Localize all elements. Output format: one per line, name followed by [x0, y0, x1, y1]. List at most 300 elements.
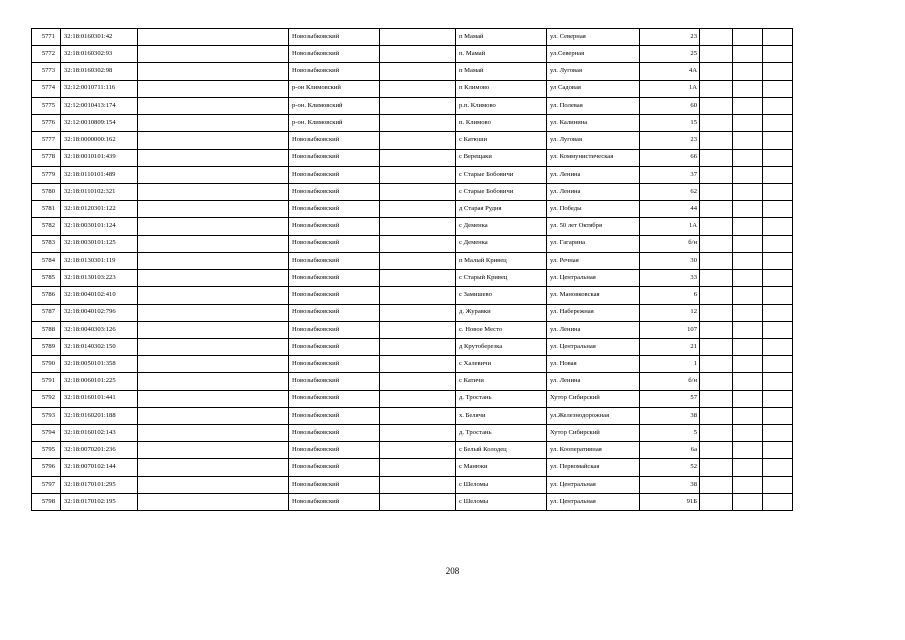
- record-number-cell: 5794: [32, 425, 61, 442]
- empty-cell: [380, 29, 456, 46]
- locality-cell: д. Журавки: [456, 304, 547, 321]
- table-row: [32, 218, 793, 235]
- street-cell: ул. 50 лет Октября: [547, 218, 640, 235]
- locality-cell: с Старый Кривец: [456, 270, 547, 287]
- table-row: [32, 270, 793, 287]
- empty-cell: [763, 46, 793, 63]
- table-row: [32, 80, 793, 97]
- empty-cell: [138, 442, 289, 459]
- empty-cell: [733, 132, 763, 149]
- street-cell: ул. Центральная: [547, 476, 640, 493]
- table-row: [32, 149, 793, 166]
- locality-cell: с. Новое Место: [456, 321, 547, 338]
- empty-cell: [138, 63, 289, 80]
- cadastral-number-cell: 32:18:0130103:223: [61, 270, 138, 287]
- empty-cell: [733, 218, 763, 235]
- district-cell: Новозыбковский: [289, 132, 380, 149]
- district-cell: р-он Климовский: [289, 80, 380, 97]
- empty-cell: [380, 46, 456, 63]
- table-row: [32, 373, 793, 390]
- locality-cell: х. Белячи: [456, 407, 547, 424]
- empty-cell: [763, 201, 793, 218]
- record-number-cell: 5772: [32, 46, 61, 63]
- street-cell: ул. Полевая: [547, 97, 640, 114]
- empty-cell: [700, 442, 733, 459]
- house-number-cell: 57: [640, 390, 700, 407]
- empty-cell: [700, 425, 733, 442]
- record-number-cell: 5771: [32, 29, 61, 46]
- locality-cell: с Деменка: [456, 235, 547, 252]
- district-cell: Новозыбковский: [289, 29, 380, 46]
- empty-cell: [138, 115, 289, 132]
- empty-cell: [138, 218, 289, 235]
- locality-cell: с Деменка: [456, 218, 547, 235]
- empty-cell: [380, 235, 456, 252]
- record-number-cell: 5798: [32, 493, 61, 510]
- empty-cell: [700, 63, 733, 80]
- empty-cell: [733, 149, 763, 166]
- locality-cell: п. Мамай: [456, 46, 547, 63]
- locality-cell: п. Климово: [456, 115, 547, 132]
- cadastral-number-cell: 32:18:0060101:225: [61, 373, 138, 390]
- empty-cell: [700, 338, 733, 355]
- empty-cell: [700, 46, 733, 63]
- table-row: [32, 63, 793, 80]
- empty-cell: [763, 183, 793, 200]
- empty-cell: [733, 338, 763, 355]
- table-row: [32, 252, 793, 269]
- district-cell: Новозыбковский: [289, 442, 380, 459]
- empty-cell: [733, 287, 763, 304]
- street-cell: ул. Гагарина: [547, 235, 640, 252]
- records-table: [31, 28, 793, 511]
- locality-cell: д. Тростань: [456, 425, 547, 442]
- locality-cell: с Катюши: [456, 132, 547, 149]
- street-cell: ул. Ленина: [547, 373, 640, 390]
- cadastral-number-cell: 32:18:0050101:358: [61, 356, 138, 373]
- empty-cell: [700, 97, 733, 114]
- street-cell: ул. Мановковская: [547, 287, 640, 304]
- empty-cell: [138, 235, 289, 252]
- house-number-cell: 60: [640, 97, 700, 114]
- house-number-cell: 5: [640, 425, 700, 442]
- locality-cell: с Шеломы: [456, 493, 547, 510]
- empty-cell: [700, 407, 733, 424]
- empty-cell: [763, 493, 793, 510]
- empty-cell: [138, 46, 289, 63]
- empty-cell: [733, 80, 763, 97]
- cadastral-number-cell: 32:18:0030101:124: [61, 218, 138, 235]
- street-cell: ул.Железнодорожная: [547, 407, 640, 424]
- record-number-cell: 5786: [32, 287, 61, 304]
- empty-cell: [700, 390, 733, 407]
- empty-cell: [138, 373, 289, 390]
- district-cell: р-он. Климовский: [289, 97, 380, 114]
- empty-cell: [700, 270, 733, 287]
- empty-cell: [700, 80, 733, 97]
- district-cell: Новозыбковский: [289, 287, 380, 304]
- empty-cell: [733, 252, 763, 269]
- empty-cell: [763, 166, 793, 183]
- empty-cell: [733, 115, 763, 132]
- empty-cell: [380, 287, 456, 304]
- locality-cell: д Старая Рудня: [456, 201, 547, 218]
- empty-cell: [733, 183, 763, 200]
- record-number-cell: 5784: [32, 252, 61, 269]
- street-cell: ул. Речная: [547, 252, 640, 269]
- empty-cell: [763, 252, 793, 269]
- empty-cell: [700, 149, 733, 166]
- district-cell: Новозыбковский: [289, 338, 380, 355]
- house-number-cell: 1: [640, 356, 700, 373]
- empty-cell: [380, 218, 456, 235]
- empty-cell: [733, 390, 763, 407]
- empty-cell: [138, 493, 289, 510]
- district-cell: Новозыбковский: [289, 46, 380, 63]
- cadastral-number-cell: 32:18:0160101:441: [61, 390, 138, 407]
- empty-cell: [138, 407, 289, 424]
- empty-cell: [733, 407, 763, 424]
- street-cell: ул. Калинина: [547, 115, 640, 132]
- empty-cell: [380, 183, 456, 200]
- locality-cell: с Халевичи: [456, 356, 547, 373]
- empty-cell: [700, 115, 733, 132]
- page-number: 208: [445, 566, 460, 576]
- house-number-cell: 15: [640, 115, 700, 132]
- cadastral-number-cell: 32:18:0160302:98: [61, 63, 138, 80]
- cadastral-number-cell: 32:18:0040102:410: [61, 287, 138, 304]
- locality-cell: д Крутоберезка: [456, 338, 547, 355]
- table-row: [32, 235, 793, 252]
- district-cell: Новозыбковский: [289, 321, 380, 338]
- district-cell: Новозыбковский: [289, 459, 380, 476]
- locality-cell: с Шеломы: [456, 476, 547, 493]
- empty-cell: [380, 252, 456, 269]
- empty-cell: [763, 356, 793, 373]
- record-number-cell: 5778: [32, 149, 61, 166]
- empty-cell: [763, 29, 793, 46]
- record-number-cell: 5781: [32, 201, 61, 218]
- locality-cell: п Малый Кривец: [456, 252, 547, 269]
- empty-cell: [138, 304, 289, 321]
- empty-cell: [733, 235, 763, 252]
- empty-cell: [763, 149, 793, 166]
- district-cell: Новозыбковский: [289, 149, 380, 166]
- table-row: [32, 166, 793, 183]
- street-cell: Хутор Сибирский: [547, 390, 640, 407]
- empty-cell: [733, 373, 763, 390]
- district-cell: Новозыбковский: [289, 270, 380, 287]
- empty-cell: [733, 425, 763, 442]
- district-cell: Новозыбковский: [289, 218, 380, 235]
- empty-cell: [733, 97, 763, 114]
- record-number-cell: 5793: [32, 407, 61, 424]
- record-number-cell: 5796: [32, 459, 61, 476]
- table-row: [32, 201, 793, 218]
- empty-cell: [763, 287, 793, 304]
- empty-cell: [763, 321, 793, 338]
- house-number-cell: 25: [640, 46, 700, 63]
- empty-cell: [700, 132, 733, 149]
- empty-cell: [138, 97, 289, 114]
- record-number-cell: 5777: [32, 132, 61, 149]
- record-number-cell: 5773: [32, 63, 61, 80]
- table-row: [32, 425, 793, 442]
- record-number-cell: 5776: [32, 115, 61, 132]
- empty-cell: [700, 373, 733, 390]
- house-number-cell: 33: [640, 270, 700, 287]
- empty-cell: [700, 201, 733, 218]
- empty-cell: [380, 97, 456, 114]
- locality-cell: с Верещаки: [456, 149, 547, 166]
- street-cell: ул. Ленина: [547, 166, 640, 183]
- empty-cell: [700, 29, 733, 46]
- house-number-cell: б/н: [640, 235, 700, 252]
- empty-cell: [138, 459, 289, 476]
- cadastral-number-cell: 32:12:0010809:154: [61, 115, 138, 132]
- empty-cell: [763, 338, 793, 355]
- house-number-cell: 38: [640, 407, 700, 424]
- empty-cell: [380, 373, 456, 390]
- empty-cell: [763, 235, 793, 252]
- empty-cell: [700, 287, 733, 304]
- district-cell: Новозыбковский: [289, 166, 380, 183]
- empty-cell: [380, 304, 456, 321]
- street-cell: ул. Кооперативная: [547, 442, 640, 459]
- record-number-cell: 5782: [32, 218, 61, 235]
- locality-cell: р.п. Климово: [456, 97, 547, 114]
- record-number-cell: 5775: [32, 97, 61, 114]
- empty-cell: [380, 115, 456, 132]
- house-number-cell: 38: [640, 476, 700, 493]
- locality-cell: п Климово: [456, 80, 547, 97]
- street-cell: ул.Северная: [547, 46, 640, 63]
- record-number-cell: 5780: [32, 183, 61, 200]
- empty-cell: [733, 63, 763, 80]
- cadastral-number-cell: 32:18:0170101:295: [61, 476, 138, 493]
- empty-cell: [700, 476, 733, 493]
- cadastral-number-cell: 32:18:0160201:188: [61, 407, 138, 424]
- empty-cell: [380, 356, 456, 373]
- street-cell: ул. Центральная: [547, 338, 640, 355]
- empty-cell: [700, 183, 733, 200]
- empty-cell: [700, 235, 733, 252]
- cadastral-number-cell: 32:18:0170102:195: [61, 493, 138, 510]
- empty-cell: [138, 338, 289, 355]
- record-number-cell: 5774: [32, 80, 61, 97]
- street-cell: ул. Победы: [547, 201, 640, 218]
- table-row: [32, 338, 793, 355]
- house-number-cell: 1А: [640, 80, 700, 97]
- empty-cell: [380, 425, 456, 442]
- street-cell: ул. Набережная: [547, 304, 640, 321]
- district-cell: Новозыбковский: [289, 356, 380, 373]
- empty-cell: [700, 304, 733, 321]
- district-cell: Новозыбковский: [289, 304, 380, 321]
- table-row: [32, 183, 793, 200]
- empty-cell: [763, 304, 793, 321]
- empty-cell: [138, 149, 289, 166]
- record-number-cell: 5783: [32, 235, 61, 252]
- cadastral-number-cell: 32:18:0110102:321: [61, 183, 138, 200]
- house-number-cell: 30: [640, 252, 700, 269]
- cadastral-number-cell: 32:18:0160301:42: [61, 29, 138, 46]
- table-row: [32, 29, 793, 46]
- record-number-cell: 5789: [32, 338, 61, 355]
- cadastral-number-cell: 32:18:0030101:125: [61, 235, 138, 252]
- empty-cell: [138, 321, 289, 338]
- cadastral-number-cell: 32:18:0070102:144: [61, 459, 138, 476]
- house-number-cell: 6: [640, 287, 700, 304]
- empty-cell: [380, 476, 456, 493]
- empty-cell: [733, 476, 763, 493]
- cadastral-number-cell: 32:18:0110101:489: [61, 166, 138, 183]
- empty-cell: [138, 252, 289, 269]
- empty-cell: [138, 201, 289, 218]
- district-cell: Новозыбковский: [289, 373, 380, 390]
- house-number-cell: б/н: [640, 373, 700, 390]
- street-cell: ул Садовая: [547, 80, 640, 97]
- locality-cell: с Манюки: [456, 459, 547, 476]
- empty-cell: [380, 166, 456, 183]
- empty-cell: [763, 407, 793, 424]
- empty-cell: [700, 493, 733, 510]
- cadastral-number-cell: 32:12:0010711:116: [61, 80, 138, 97]
- record-number-cell: 5795: [32, 442, 61, 459]
- table-row: [32, 132, 793, 149]
- street-cell: ул. Коммунистическая: [547, 149, 640, 166]
- table-row: [32, 115, 793, 132]
- street-cell: ул. Луговая: [547, 132, 640, 149]
- locality-cell: с Белый Колодец: [456, 442, 547, 459]
- empty-cell: [138, 132, 289, 149]
- empty-cell: [733, 201, 763, 218]
- empty-cell: [380, 390, 456, 407]
- locality-cell: п Мамай: [456, 29, 547, 46]
- empty-cell: [138, 183, 289, 200]
- empty-cell: [380, 442, 456, 459]
- house-number-cell: 12: [640, 304, 700, 321]
- empty-cell: [138, 166, 289, 183]
- house-number-cell: 4А: [640, 63, 700, 80]
- empty-cell: [763, 476, 793, 493]
- street-cell: ул. Ленина: [547, 183, 640, 200]
- empty-cell: [763, 97, 793, 114]
- record-number-cell: 5788: [32, 321, 61, 338]
- records-body: [32, 29, 793, 511]
- table-row: [32, 407, 793, 424]
- house-number-cell: 37: [640, 166, 700, 183]
- table-row: [32, 390, 793, 407]
- cadastral-number-cell: 32:18:0000000:162: [61, 132, 138, 149]
- house-number-cell: 107: [640, 321, 700, 338]
- record-number-cell: 5785: [32, 270, 61, 287]
- house-number-cell: 44: [640, 201, 700, 218]
- cadastral-number-cell: 32:18:0040303:126: [61, 321, 138, 338]
- empty-cell: [733, 304, 763, 321]
- empty-cell: [733, 321, 763, 338]
- record-number-cell: 5797: [32, 476, 61, 493]
- empty-cell: [138, 29, 289, 46]
- table-row: [32, 356, 793, 373]
- locality-cell: с Катичи: [456, 373, 547, 390]
- table-row: [32, 442, 793, 459]
- district-cell: Новозыбковский: [289, 493, 380, 510]
- table-row: [32, 321, 793, 338]
- empty-cell: [763, 63, 793, 80]
- cadastral-number-cell: 32:12:0010413:174: [61, 97, 138, 114]
- district-cell: Новозыбковский: [289, 201, 380, 218]
- locality-cell: с Старые Бобовичи: [456, 183, 547, 200]
- district-cell: Новозыбковский: [289, 252, 380, 269]
- locality-cell: с Замишево: [456, 287, 547, 304]
- empty-cell: [700, 166, 733, 183]
- table-row: [32, 476, 793, 493]
- empty-cell: [380, 493, 456, 510]
- house-number-cell: 23: [640, 29, 700, 46]
- cadastral-number-cell: 32:18:0010101:439: [61, 149, 138, 166]
- empty-cell: [763, 115, 793, 132]
- empty-cell: [763, 442, 793, 459]
- empty-cell: [763, 390, 793, 407]
- empty-cell: [763, 80, 793, 97]
- empty-cell: [763, 218, 793, 235]
- cadastral-number-cell: 32:18:0040102:796: [61, 304, 138, 321]
- district-cell: Новозыбковский: [289, 390, 380, 407]
- street-cell: ул. Центральная: [547, 493, 640, 510]
- empty-cell: [700, 252, 733, 269]
- house-number-cell: 66: [640, 149, 700, 166]
- empty-cell: [380, 80, 456, 97]
- empty-cell: [733, 442, 763, 459]
- empty-cell: [380, 338, 456, 355]
- cadastral-number-cell: 32:18:0160102:143: [61, 425, 138, 442]
- empty-cell: [700, 218, 733, 235]
- house-number-cell: 1А: [640, 218, 700, 235]
- empty-cell: [763, 459, 793, 476]
- empty-cell: [763, 425, 793, 442]
- empty-cell: [700, 459, 733, 476]
- empty-cell: [380, 149, 456, 166]
- empty-cell: [733, 166, 763, 183]
- district-cell: р-он. Климовский: [289, 115, 380, 132]
- locality-cell: п Мамай: [456, 63, 547, 80]
- empty-cell: [733, 356, 763, 373]
- street-cell: ул. Луговая: [547, 63, 640, 80]
- street-cell: ул. Центральная: [547, 270, 640, 287]
- empty-cell: [380, 63, 456, 80]
- record-number-cell: 5792: [32, 390, 61, 407]
- house-number-cell: 23: [640, 132, 700, 149]
- district-cell: Новозыбковский: [289, 183, 380, 200]
- empty-cell: [380, 407, 456, 424]
- cadastral-number-cell: 32:18:0120301:122: [61, 201, 138, 218]
- empty-cell: [138, 287, 289, 304]
- empty-cell: [733, 459, 763, 476]
- table-row: [32, 493, 793, 510]
- empty-cell: [138, 390, 289, 407]
- district-cell: Новозыбковский: [289, 63, 380, 80]
- street-cell: Хутор Сибирский: [547, 425, 640, 442]
- empty-cell: [138, 476, 289, 493]
- district-cell: Новозыбковский: [289, 425, 380, 442]
- table-row: [32, 459, 793, 476]
- empty-cell: [733, 46, 763, 63]
- empty-cell: [700, 321, 733, 338]
- empty-cell: [380, 321, 456, 338]
- empty-cell: [733, 493, 763, 510]
- record-number-cell: 5791: [32, 373, 61, 390]
